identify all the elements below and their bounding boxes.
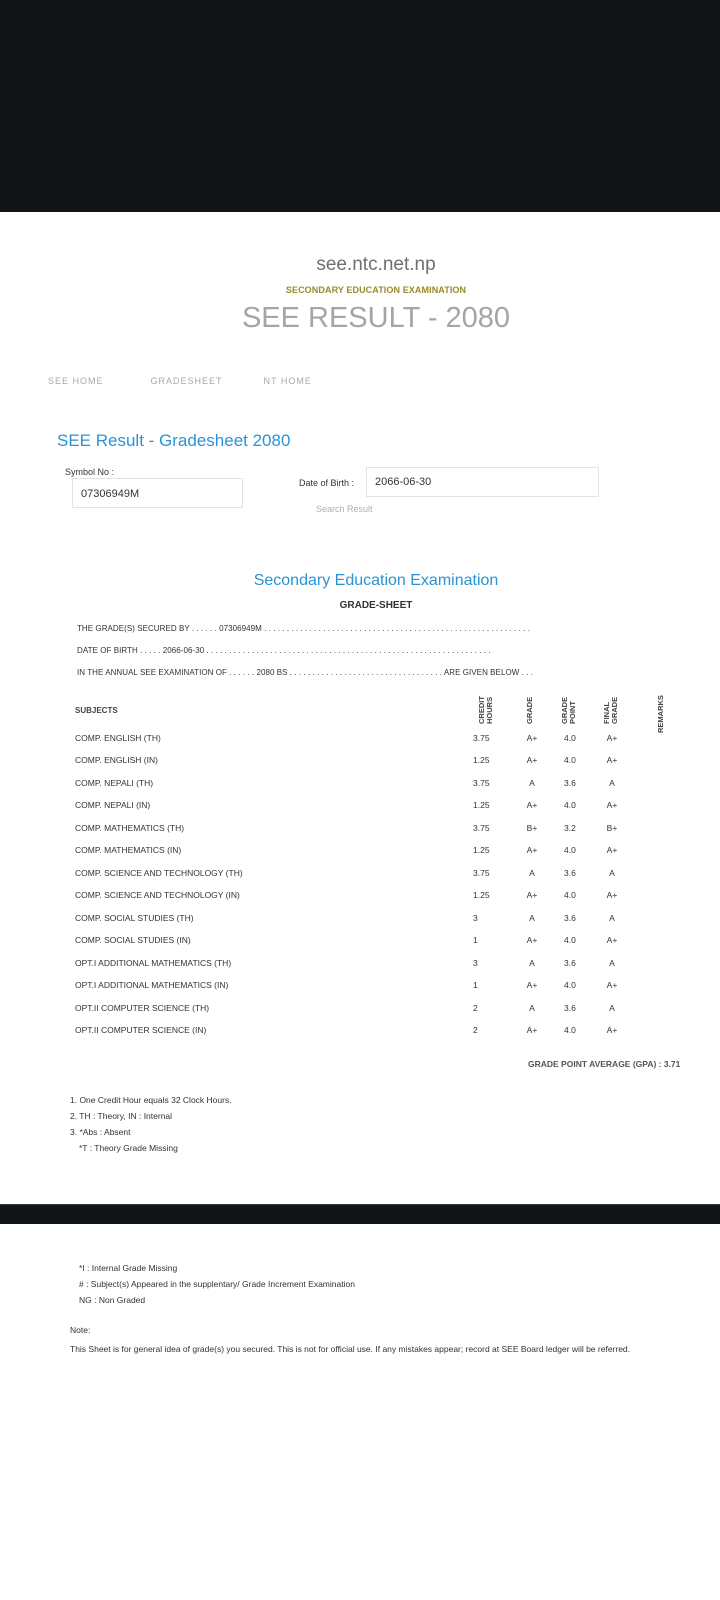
- cell-grade: A+: [526, 890, 538, 900]
- top-dark-bar: [0, 0, 720, 212]
- table-row: [0, 823, 720, 845]
- cell-credit: 3: [473, 958, 478, 968]
- symbol-label: Symbol No :: [65, 467, 115, 477]
- cell-final: A+: [606, 935, 618, 945]
- cell-credit: 1.25: [473, 845, 490, 855]
- dob-input[interactable]: 2066-06-30: [366, 467, 599, 497]
- cell-grade: A: [529, 778, 535, 788]
- sheet-subtitle: GRADE-SHEET: [339, 600, 413, 611]
- site-host: see.ntc.net.np: [316, 254, 436, 275]
- col-final-grade-line2: GRADE: [610, 696, 619, 724]
- cell-credit: 1.25: [473, 890, 490, 900]
- cell-grade: A: [529, 1003, 535, 1013]
- page-title: SEE RESULT - 2080: [241, 302, 511, 334]
- cell-subject: COMP. SOCIAL STUDIES (TH): [75, 913, 194, 923]
- cell-grade: A+: [526, 935, 538, 945]
- cell-final: A+: [606, 800, 618, 810]
- note-text: This Sheet is for general idea of grade(s) you secured. This is not for official use. If any mistakes appear; record at SEE Board ledger will be referred.: [70, 1344, 631, 1354]
- col-grade-label: GRADE: [525, 696, 534, 724]
- sheet-title: Secondary Education Examination: [253, 572, 499, 589]
- cell-final: A+: [606, 755, 618, 765]
- table-row: [0, 868, 720, 890]
- cell-point: 4.0: [564, 845, 576, 855]
- cell-credit: 3.75: [473, 823, 490, 833]
- table-row: [0, 1003, 720, 1025]
- note-supplementary: # : Subject(s) Appeared in the supplentary/ Grade Increment Examination: [79, 1279, 355, 1289]
- nav-nt-home[interactable]: NT HOME: [263, 376, 312, 386]
- gpa-summary: GRADE POINT AVERAGE (GPA) : 3.71: [528, 1059, 681, 1069]
- cell-final: A: [609, 913, 615, 923]
- form-title: SEE Result - Gradesheet 2080: [57, 431, 291, 450]
- cell-credit: 3.75: [473, 868, 490, 878]
- cell-grade: A+: [526, 980, 538, 990]
- cell-grade: A+: [526, 800, 538, 810]
- cell-credit: 3: [473, 913, 478, 923]
- col-credit-hours-line1: CREDIT: [477, 696, 486, 724]
- cell-point: 3.6: [564, 913, 576, 923]
- note-internal-missing: *I : Internal Grade Missing: [79, 1263, 178, 1273]
- cell-point: 4.0: [564, 1025, 576, 1035]
- note-theory-missing: *T : Theory Grade Missing: [79, 1143, 178, 1153]
- site-subtitle: SECONDARY EDUCATION EXAMINATION: [285, 285, 467, 295]
- nav-gradesheet[interactable]: GRADESHEET: [150, 376, 223, 386]
- cell-point: 4.0: [564, 890, 576, 900]
- cell-final: A: [609, 1003, 615, 1013]
- col-remarks: [657, 695, 665, 733]
- main-nav: [48, 376, 312, 386]
- cell-credit: 2: [473, 1025, 478, 1035]
- table-row: [0, 845, 720, 867]
- cell-final: A+: [606, 980, 618, 990]
- cell-subject: OPT.I ADDITIONAL MATHEMATICS (IN): [75, 980, 229, 990]
- cell-credit: 1: [473, 980, 478, 990]
- info-exam: IN THE ANNUAL SEE EXAMINATION OF . . . . . . 2080 BS . . . . . . . . . . . . . . . . . . . . . . . . . . . . . . . . . . ARE GIVEN BELOW . . .: [77, 668, 533, 677]
- col-grade: [526, 697, 534, 724]
- cell-subject: OPT.I ADDITIONAL MATHEMATICS (TH): [75, 958, 232, 968]
- cell-final: A: [609, 868, 615, 878]
- cell-grade: B+: [526, 823, 538, 833]
- cell-subject: COMP. MATHEMATICS (IN): [75, 845, 182, 855]
- cell-credit: 2: [473, 1003, 478, 1013]
- note-non-graded: NG : Non Graded: [79, 1295, 146, 1305]
- cell-subject: OPT.II COMPUTER SCIENCE (TH): [75, 1003, 210, 1013]
- middle-dark-bar: [0, 1204, 720, 1224]
- col-subjects: SUBJECTS: [75, 706, 118, 715]
- cell-subject: COMP. SCIENCE AND TECHNOLOGY (TH): [75, 868, 243, 878]
- cell-point: 3.6: [564, 868, 576, 878]
- notes-list: [70, 1092, 232, 1156]
- note-th-in: 2. TH : Theory, IN : Internal: [70, 1111, 173, 1121]
- cell-final: A+: [606, 845, 618, 855]
- table-row: [0, 755, 720, 777]
- cell-point: 4.0: [564, 733, 576, 743]
- cell-subject: COMP. MATHEMATICS (TH): [75, 823, 185, 833]
- cell-final: B+: [606, 823, 618, 833]
- table-row: [0, 935, 720, 957]
- cell-grade: A: [529, 958, 535, 968]
- cell-final: A+: [606, 1025, 618, 1035]
- dob-label: Date of Birth :: [299, 478, 355, 488]
- table-row: [0, 890, 720, 912]
- cell-grade: A+: [526, 845, 538, 855]
- table-row: [0, 800, 720, 822]
- note-credit-hour: 1. One Credit Hour equals 32 Clock Hours.: [70, 1095, 232, 1105]
- cell-subject: COMP. SCIENCE AND TECHNOLOGY (IN): [75, 890, 240, 900]
- cell-point: 4.0: [564, 755, 576, 765]
- cell-point: 4.0: [564, 935, 576, 945]
- table-row: [0, 958, 720, 980]
- cell-point: 3.2: [564, 823, 576, 833]
- cell-credit: 1.25: [473, 800, 490, 810]
- cell-final: A: [609, 778, 615, 788]
- cell-grade: A: [529, 868, 535, 878]
- cell-subject: COMP. ENGLISH (IN): [75, 755, 158, 765]
- cell-credit: 3.75: [473, 733, 490, 743]
- col-final-grade: [603, 697, 619, 724]
- cell-point: 4.0: [564, 800, 576, 810]
- cell-final: A: [609, 958, 615, 968]
- col-credit-hours-line2: HOURS: [485, 696, 494, 724]
- symbol-input[interactable]: 07306949M: [72, 478, 243, 508]
- note-absent: 3. *Abs : Absent: [70, 1127, 131, 1137]
- cell-subject: COMP. NEPALI (IN): [75, 800, 151, 810]
- cell-grade: A+: [526, 755, 538, 765]
- cell-point: 3.6: [564, 958, 576, 968]
- cell-credit: 1: [473, 935, 478, 945]
- cell-grade: A+: [526, 1025, 538, 1035]
- col-remarks-label: REMARKS: [656, 695, 665, 733]
- table-row: [0, 980, 720, 1002]
- cell-final: A+: [606, 733, 618, 743]
- cell-point: 4.0: [564, 980, 576, 990]
- cell-credit: 3.75: [473, 778, 490, 788]
- col-grade-point-line1: GRADE: [560, 696, 569, 724]
- table-row: [0, 733, 720, 755]
- notes-legend: [79, 1260, 355, 1308]
- note-heading: Note:: [70, 1325, 91, 1335]
- nav-see-home[interactable]: SEE HOME: [48, 376, 104, 386]
- cell-grade: A: [529, 913, 535, 923]
- table-row: [0, 778, 720, 800]
- search-result-button[interactable]: Search Result: [316, 504, 373, 514]
- cell-point: 3.6: [564, 778, 576, 788]
- col-grade-point-line2: POINT: [568, 701, 577, 724]
- cell-subject: OPT.II COMPUTER SCIENCE (IN): [75, 1025, 207, 1035]
- cell-credit: 1.25: [473, 755, 490, 765]
- cell-subject: COMP. ENGLISH (TH): [75, 733, 161, 743]
- col-credit-hours: [478, 696, 494, 724]
- cell-subject: COMP. SOCIAL STUDIES (IN): [75, 935, 191, 945]
- table-row: [0, 913, 720, 935]
- cell-subject: COMP. NEPALI (TH): [75, 778, 154, 788]
- info-dob: DATE OF BIRTH . . . . . 2066-06-30 . . . . . . . . . . . . . . . . . . . . . . . . . . . . . . . . . . . . . . . . . . . . . . . . . . . . . . . . . . . . . . .: [77, 646, 491, 655]
- col-final-grade-line1: FINAL: [602, 701, 611, 724]
- info-secured-by: THE GRADE(S) SECURED BY . . . . . . 07306949M . . . . . . . . . . . . . . . . . . . . . . . . . . . . . . . . . . . . . . . . . . . . . . . . . . . . . . . . . . .: [77, 624, 530, 633]
- cell-point: 3.6: [564, 1003, 576, 1013]
- table-row: [0, 1025, 720, 1047]
- col-grade-point: [561, 697, 577, 724]
- cell-grade: A+: [526, 733, 538, 743]
- cell-final: A+: [606, 890, 618, 900]
